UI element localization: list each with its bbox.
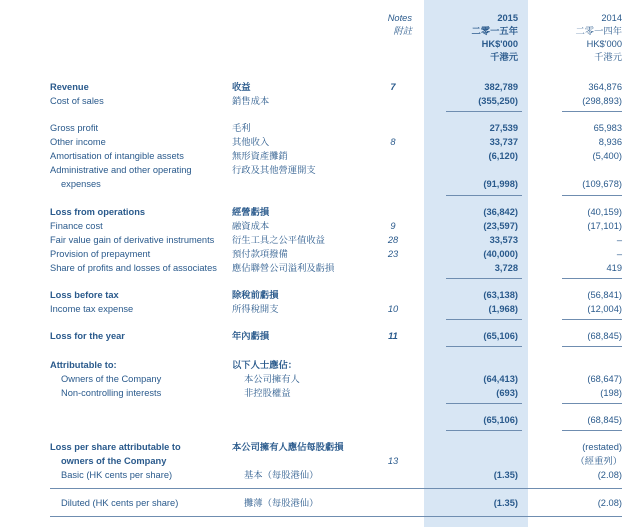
row-value-2014: (68,845) <box>587 331 622 341</box>
row-label-zh: 應佔聯營公司溢利及虧損 <box>232 263 335 273</box>
subtotal-rule <box>562 195 622 196</box>
row-value-2014: – <box>616 249 622 259</box>
table-row <box>0 233 640 247</box>
row-label-en: Diluted (HK cents per share) <box>61 498 179 508</box>
table-row <box>0 329 640 343</box>
row-label-en: Loss for the year <box>50 331 125 341</box>
row-value-2015: 27,539 <box>489 123 518 133</box>
row-label-en: Cost of sales <box>50 96 104 106</box>
row-label-zh: 衍生工具之公平值收益 <box>232 235 325 245</box>
table-row <box>0 413 640 427</box>
row-value-2015: (1.35) <box>493 470 518 480</box>
row-note: 13 <box>387 456 399 466</box>
row-label-en: Loss per share attributable to <box>50 442 181 452</box>
row-label-zh: 毛利 <box>232 123 251 133</box>
row-label-zh: 行政及其他營運開支 <box>232 165 316 175</box>
row-value-2014: 364,876 <box>588 82 622 92</box>
table-row <box>0 302 640 316</box>
row-label-en: owners of the Company <box>61 456 167 466</box>
subtotal-rule <box>446 319 522 320</box>
row-value-2014: 65,983 <box>593 123 622 133</box>
row-value-2015: 3,728 <box>494 263 518 273</box>
row-value-2015: (36,842) <box>483 207 518 217</box>
subtotal-rule <box>446 278 522 279</box>
section-rule <box>50 516 622 517</box>
row-label-en: Income tax expense <box>50 304 134 314</box>
table-row <box>0 149 640 163</box>
row-value-2014: (56,841) <box>587 290 622 300</box>
row-value-2014: (5,400) <box>592 151 622 161</box>
row-label-en: Basic (HK cents per share) <box>61 470 173 480</box>
row-label-zh: 其他收入 <box>232 137 270 147</box>
row-label-zh: 經營虧損 <box>232 207 270 217</box>
row-label-en: Loss before tax <box>50 290 119 300</box>
row-label-en: Share of profits and losses of associates <box>50 263 217 273</box>
row-value-2014: – <box>616 235 622 245</box>
row-value-2014: (restated) <box>582 442 622 452</box>
table-row <box>0 468 640 482</box>
row-value-2014: (40,159) <box>587 207 622 217</box>
row-value-2014: (68,845) <box>587 415 622 425</box>
notes-header <box>380 12 412 38</box>
row-value-2014: (68,647) <box>587 374 622 384</box>
current-unit-zh: 千港元 <box>490 52 518 62</box>
row-note: 7 <box>390 82 396 92</box>
row-value-2014: 8,936 <box>598 137 622 147</box>
row-value-2014: （經重列） <box>575 456 622 466</box>
table-row <box>0 261 640 275</box>
prior-unit: HK$'000 <box>586 39 622 49</box>
row-note: 9 <box>390 221 396 231</box>
row-value-2015: (63,138) <box>483 290 518 300</box>
notes-header-zh: 附註 <box>393 26 412 36</box>
current-year-zh: 二零一五年 <box>471 26 518 36</box>
row-label-en: Administrative and other operating <box>50 165 192 175</box>
row-value-2015: 33,737 <box>489 137 518 147</box>
total-rule <box>446 346 522 347</box>
row-label-en: Gross profit <box>50 123 99 133</box>
row-label-en: Fair value gain of derivative instruments <box>50 235 215 245</box>
row-value-2015: (355,250) <box>478 96 518 106</box>
row-label-en: Other income <box>50 137 106 147</box>
total-rule <box>446 430 522 431</box>
row-value-2014: (2.08) <box>597 470 622 480</box>
row-note: 11 <box>388 331 398 341</box>
subtotal-rule <box>562 403 622 404</box>
current-year: 2015 <box>497 13 518 23</box>
row-value-2015: (40,000) <box>483 249 518 259</box>
subtotal-rule <box>562 111 622 112</box>
row-value-2015: (91,998) <box>483 179 518 189</box>
prior-year: 2014 <box>601 13 622 23</box>
row-value-2015: 33,573 <box>489 235 518 245</box>
row-note: 8 <box>390 137 396 147</box>
row-label-en: Finance cost <box>50 221 103 231</box>
table-row <box>0 372 640 386</box>
row-value-2015: (65,106) <box>483 415 518 425</box>
table-row <box>0 247 640 261</box>
row-label-zh: 收益 <box>232 82 251 92</box>
subtotal-rule <box>562 319 622 320</box>
row-label-zh: 融資成本 <box>232 221 270 231</box>
table-row <box>0 163 640 177</box>
row-label-en: Owners of the Company <box>61 374 162 384</box>
row-note: 10 <box>387 304 399 314</box>
row-label-zh: 本公司擁有人 <box>244 374 300 384</box>
row-label-zh: 所得稅開支 <box>232 304 279 314</box>
table-row <box>0 121 640 135</box>
row-value-2014: (198) <box>600 388 622 398</box>
row-value-2014: (298,893) <box>582 96 622 106</box>
row-label-zh: 攤薄（每股港仙） <box>244 498 319 508</box>
row-label-en: Non-controlling interests <box>61 388 162 398</box>
table-row <box>0 219 640 233</box>
row-label-en: Amortisation of intangible assets <box>50 151 184 161</box>
table-row <box>0 440 640 454</box>
table-row <box>0 454 640 468</box>
row-value-2015: (1.35) <box>493 498 518 508</box>
current-unit: HK$'000 <box>481 39 518 49</box>
section-rule <box>50 488 622 489</box>
table-row <box>0 177 640 191</box>
row-label-zh: 年內虧損 <box>232 331 270 341</box>
table-row <box>0 358 640 372</box>
table-row <box>0 288 640 302</box>
prior-year-header <box>576 12 623 64</box>
row-value-2015: (23,597) <box>483 221 518 231</box>
row-label-zh: 銷售成本 <box>232 96 270 106</box>
row-label-en: Provision of prepayment <box>50 249 151 259</box>
row-value-2015: (64,413) <box>483 374 518 384</box>
row-label-zh: 基本（每股港仙） <box>244 470 319 480</box>
table-row <box>0 205 640 219</box>
notes-header-en: Notes <box>387 13 412 23</box>
row-note: 28 <box>387 235 399 245</box>
row-label-zh: 預付款項撥備 <box>232 249 288 259</box>
table-row <box>0 94 640 108</box>
prior-year-zh: 二零一四年 <box>575 26 622 36</box>
total-rule <box>562 430 622 431</box>
subtotal-rule <box>446 403 522 404</box>
row-label-en: Loss from operations <box>50 207 146 217</box>
row-value-2014: (17,101) <box>587 221 622 231</box>
table-row <box>0 496 640 510</box>
subtotal-rule <box>446 195 522 196</box>
row-value-2015: (65,106) <box>483 331 518 341</box>
subtotal-rule <box>562 278 622 279</box>
total-rule <box>562 346 622 347</box>
row-label-en: Revenue <box>50 82 89 92</box>
row-note: 23 <box>387 249 399 259</box>
row-value-2014: 419 <box>606 263 622 273</box>
table-row <box>0 80 640 94</box>
subtotal-rule <box>446 111 522 112</box>
table-row <box>0 135 640 149</box>
row-value-2015: (693) <box>496 388 518 398</box>
row-value-2015: (6,120) <box>488 151 518 161</box>
row-label-zh: 本公司擁有人應佔每股虧損 <box>232 442 344 452</box>
row-value-2014: (12,004) <box>587 304 622 314</box>
row-value-2015: 382,789 <box>484 82 518 92</box>
prior-unit-zh: 千港元 <box>594 52 622 62</box>
table-row <box>0 386 640 400</box>
row-label-zh: 無形資產攤銷 <box>232 151 288 161</box>
row-value-2014: (109,678) <box>582 179 622 189</box>
row-label-zh: 除稅前虧損 <box>232 290 279 300</box>
current-year-header <box>472 12 519 64</box>
row-label-en: Attributable to: <box>50 360 117 370</box>
row-label-en: expenses <box>61 179 101 189</box>
row-value-2015: (1,968) <box>488 304 518 314</box>
row-value-2014: (2.08) <box>597 498 622 508</box>
row-label-zh: 非控股權益 <box>244 388 291 398</box>
row-label-zh: 以下人士應佔： <box>232 360 298 370</box>
